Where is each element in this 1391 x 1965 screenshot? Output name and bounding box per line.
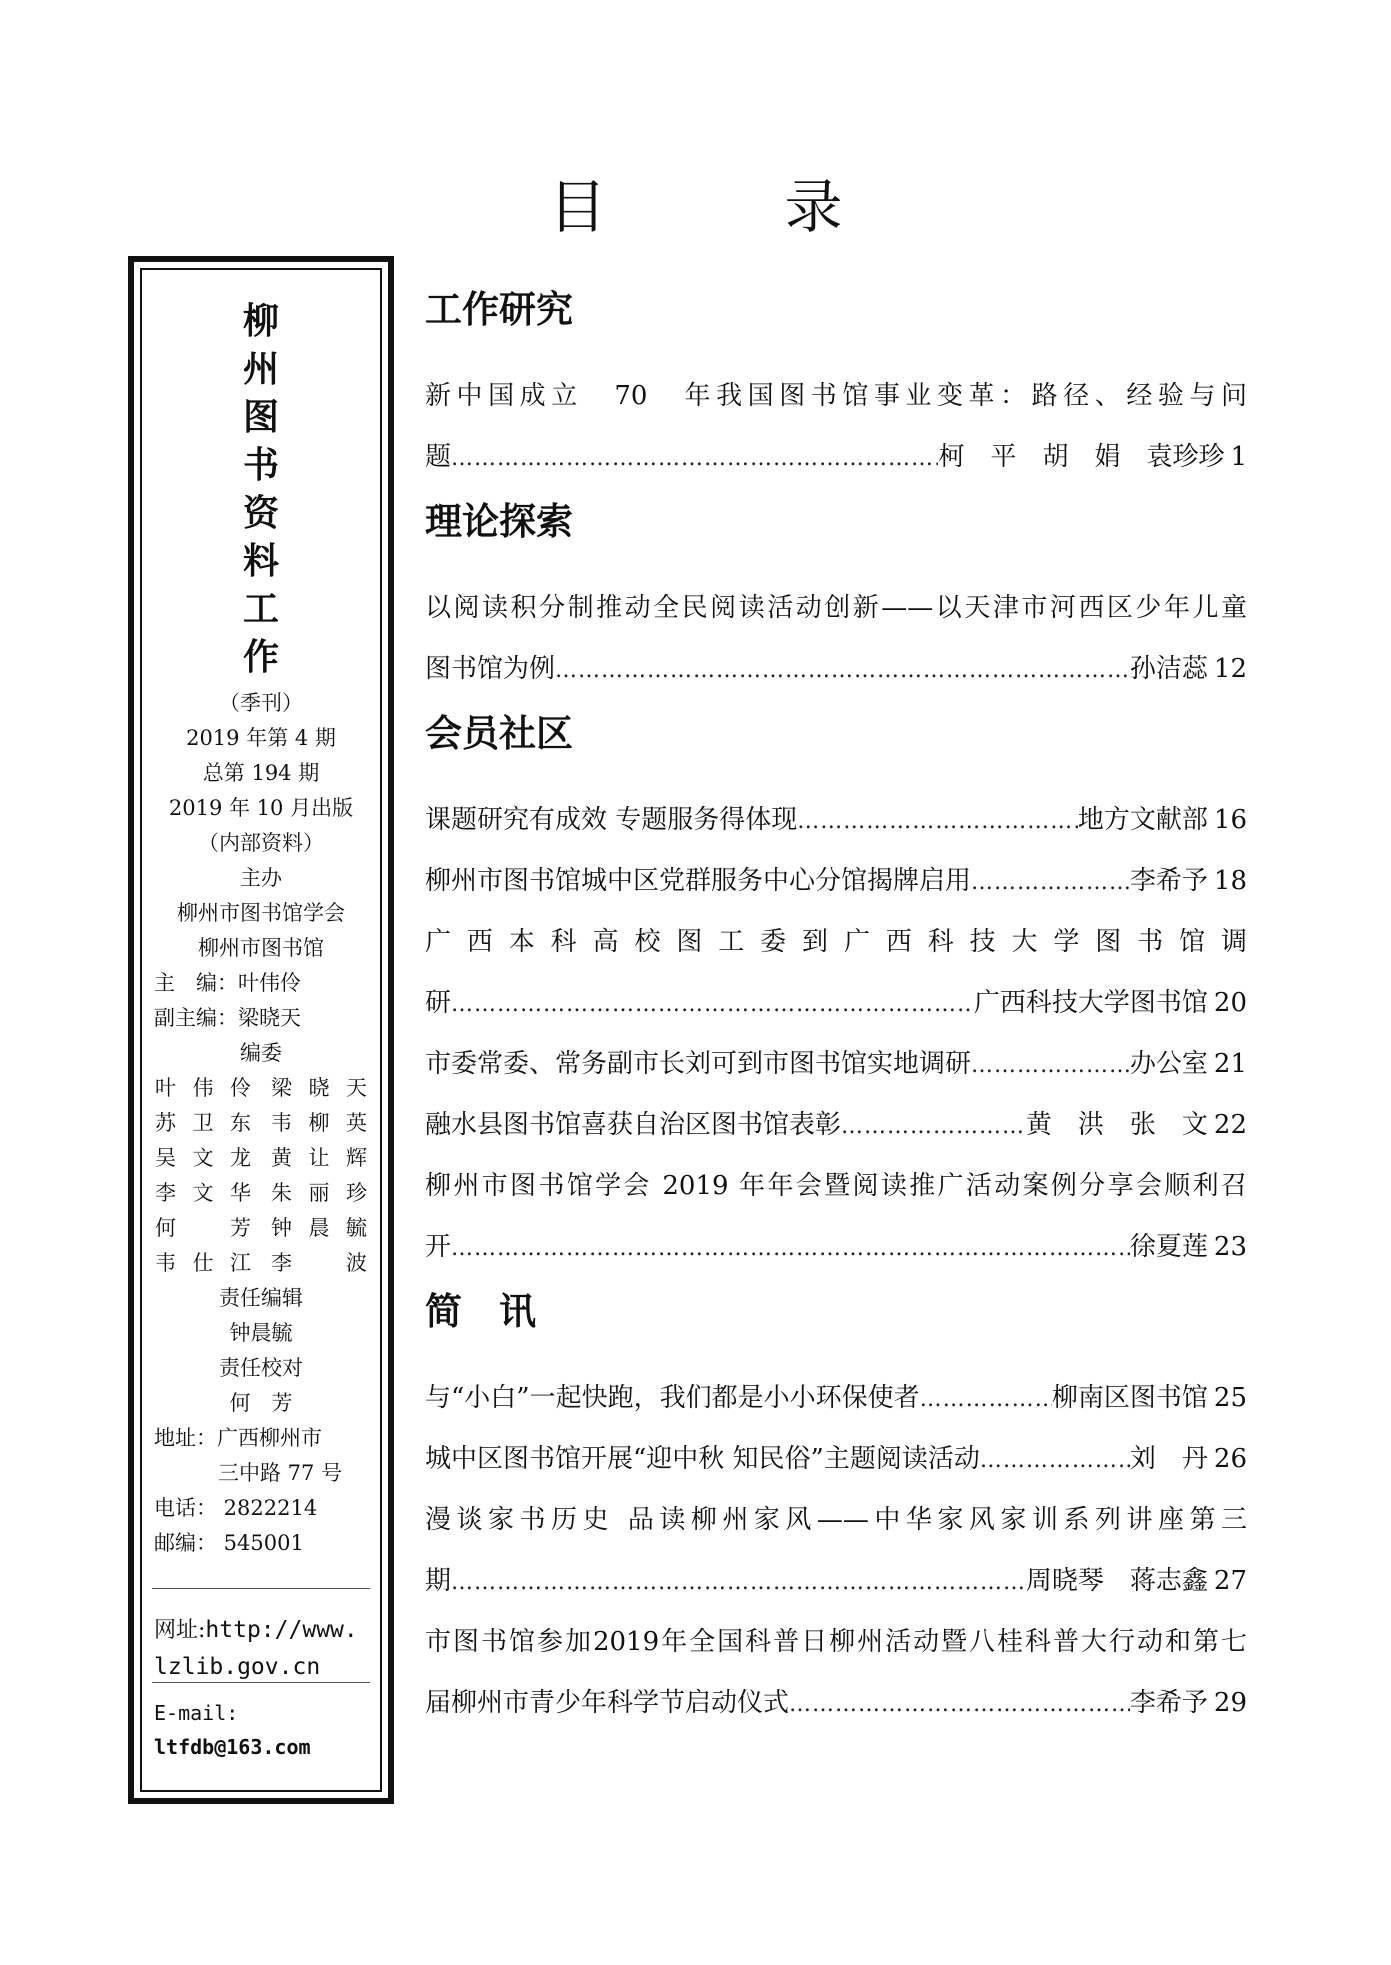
email xyxy=(154,1696,311,1764)
toc-entry[interactable] xyxy=(425,1429,1247,1490)
entry-title: 市委常委、常务副市长刘可到市图书馆实地调研 xyxy=(425,1049,972,1079)
sponsor: 柳州市图书馆学会 xyxy=(177,901,345,925)
section-heading: 工作研究 xyxy=(425,288,573,331)
committee-member: 李文华 xyxy=(155,1181,251,1205)
committee-member: 黄让辉 xyxy=(271,1146,367,1170)
committee-row xyxy=(142,1246,380,1281)
section-heading: 理论探索 xyxy=(425,500,573,543)
entry-title-line: 漫谈家书历史 品读柳州家风——中华家风家训系列讲座第三 xyxy=(425,1505,1247,1535)
toc-entry[interactable] xyxy=(425,912,1247,1034)
entry-page: 16 xyxy=(1213,805,1247,835)
address-line-2: 三中路 77 号 xyxy=(218,1461,343,1485)
committee-member: 叶伟伶 xyxy=(155,1076,251,1100)
journal-title-char: 图 xyxy=(242,397,279,438)
section-heading: 会员社区 xyxy=(425,712,573,755)
leader-dots xyxy=(451,974,974,1035)
journal-title-char: 资 xyxy=(242,493,279,534)
chief-editor: 主 编：叶伟伶 xyxy=(154,971,301,995)
journal-title-char: 州 xyxy=(242,349,279,390)
leader-dots xyxy=(789,1674,1130,1735)
entry-page: 21 xyxy=(1213,1049,1247,1079)
entry-author: 地方文献部 xyxy=(1077,805,1208,835)
entry-page: 29 xyxy=(1213,1688,1247,1718)
page-title: 目 录 xyxy=(548,173,903,241)
sponsor: 柳州市图书馆 xyxy=(198,936,324,960)
website-url-cont[interactable]: lzlib.gov.cn xyxy=(154,1654,321,1680)
entry-page: 18 xyxy=(1213,866,1247,896)
entry-title-line: 广西本科高校图工委到广西科技大学图书馆调 xyxy=(425,927,1247,957)
entry-author: 柯 平 胡 娟 袁珍珍 xyxy=(938,442,1225,472)
journal-title-char: 料 xyxy=(242,541,279,582)
leader-dots xyxy=(980,1430,1130,1491)
divider xyxy=(152,1682,370,1683)
leader-dots xyxy=(841,1096,1026,1157)
entry-title-line: 新中国成立 70 年我国图书馆事业变革：路径、经验与问 xyxy=(425,381,1247,411)
committee-label: 编委 xyxy=(240,1041,282,1065)
toc-entry[interactable] xyxy=(425,1368,1247,1429)
email-address[interactable]: ltfdb@163.com xyxy=(154,1735,311,1759)
entry-page: 22 xyxy=(1213,1110,1247,1140)
entry-title: 研 xyxy=(425,988,452,1018)
committee-member: 梁晓天 xyxy=(271,1076,367,1100)
journal-title xyxy=(142,298,380,682)
entry-title: 融水县图书馆喜获自治区图书馆表彰 xyxy=(425,1110,842,1140)
divider xyxy=(152,1588,370,1589)
website-label: 网址: xyxy=(154,1618,206,1643)
toc-entry[interactable] xyxy=(425,1095,1247,1156)
entry-title: 课题研究有成效 专题服务得体现 xyxy=(425,805,798,835)
toc-entry[interactable] xyxy=(425,1034,1247,1095)
toc-entry[interactable] xyxy=(425,578,1247,700)
entry-page: 23 xyxy=(1213,1232,1247,1262)
committee-member: 何 芳 xyxy=(155,1216,251,1240)
leader-dots xyxy=(920,1369,1052,1430)
toc-entry[interactable] xyxy=(425,1490,1247,1612)
entry-title: 题 xyxy=(425,442,452,472)
committee-member: 李 波 xyxy=(271,1251,367,1275)
committee-member: 苏卫东 xyxy=(155,1111,251,1135)
journal-title-char: 柳 xyxy=(242,301,279,342)
website-url[interactable]: http://www. xyxy=(205,1617,358,1643)
frequency: （季刊） xyxy=(219,691,303,715)
sponsor-label: 主办 xyxy=(240,866,282,890)
toc-entry[interactable] xyxy=(425,1612,1247,1734)
committee-row xyxy=(142,1176,380,1211)
leader-dots xyxy=(797,791,1078,852)
website xyxy=(154,1612,358,1685)
committee-row xyxy=(142,1071,380,1106)
issue-number: 2019 年第 4 期 xyxy=(186,726,336,750)
entry-author: 刘 丹 xyxy=(1129,1444,1208,1474)
internal-note: （内部资料） xyxy=(198,831,324,855)
entry-title: 城中区图书馆开展“迎中秋 知民俗”主题阅读活动 xyxy=(425,1444,980,1474)
entry-title: 期 xyxy=(425,1566,452,1596)
entry-author: 徐夏莲 xyxy=(1129,1232,1208,1262)
masthead-details xyxy=(142,686,380,1561)
committee-member: 吴文龙 xyxy=(155,1146,251,1170)
publish-date: 2019 年 10 月出版 xyxy=(168,796,354,820)
journal-title-char: 工 xyxy=(242,589,279,630)
toc-entry[interactable] xyxy=(425,851,1247,912)
entry-author: 广西科技大学图书馆 xyxy=(973,988,1208,1018)
toc-entry[interactable] xyxy=(425,366,1247,488)
committee-member: 韦柳英 xyxy=(271,1111,367,1135)
entry-title-line: 柳州市图书馆学会 2019 年年会暨阅读推广活动案例分享会顺利召 xyxy=(425,1171,1247,1201)
entry-author: 黄 洪 张 文 xyxy=(1025,1110,1208,1140)
leader-dots xyxy=(971,1035,1130,1096)
entry-page: 25 xyxy=(1213,1383,1247,1413)
entry-title: 届柳州市青少年科学节启动仪式 xyxy=(425,1688,790,1718)
entry-title-line: 以阅读积分制推动全民阅读活动创新——以天津市河西区少年儿童 xyxy=(425,593,1247,623)
address: 地址：广西柳州市 xyxy=(154,1426,322,1450)
entry-author: 办公室 xyxy=(1129,1049,1208,1079)
entry-page: 27 xyxy=(1213,1566,1247,1596)
leader-dots xyxy=(971,852,1130,913)
journal-title-char: 作 xyxy=(242,637,279,678)
responsible-editor-label: 责任编辑 xyxy=(219,1286,303,1310)
leader-dots xyxy=(451,428,938,489)
section-heading: 简 讯 xyxy=(425,1290,536,1333)
entry-title: 图书馆为例 xyxy=(425,654,556,684)
committee-member: 钟晨毓 xyxy=(271,1216,367,1240)
responsible-editor: 钟晨毓 xyxy=(229,1321,293,1345)
entry-title: 柳州市图书馆城中区党群服务中心分馆揭牌启用 xyxy=(425,866,972,896)
entry-author: 孙洁蕊 xyxy=(1129,654,1208,684)
entry-author: 柳南区图书馆 xyxy=(1051,1383,1208,1413)
committee-member: 朱丽珍 xyxy=(271,1181,367,1205)
entry-author: 李希予 xyxy=(1129,1688,1208,1718)
entry-page: 26 xyxy=(1213,1444,1247,1474)
entry-page: 20 xyxy=(1213,988,1247,1018)
phone: 电话： 2822214 xyxy=(154,1496,318,1520)
postcode: 邮编： 545001 xyxy=(154,1531,304,1555)
table-of-contents xyxy=(425,280,1247,1734)
leader-dots xyxy=(555,640,1130,701)
entry-title: 与“小白”一起快跑，我们都是小小环保使者 xyxy=(425,1383,920,1413)
entry-page: 12 xyxy=(1213,654,1247,684)
leader-dots xyxy=(451,1218,1130,1279)
total-issue: 总第 194 期 xyxy=(202,761,320,785)
masthead-box xyxy=(128,256,394,1804)
leader-dots xyxy=(451,1552,1026,1613)
entry-title-line: 市图书馆参加2019年全国科普日柳州活动暨八桂科普大行动和第七 xyxy=(425,1627,1247,1657)
entry-title: 开 xyxy=(425,1232,452,1262)
masthead-inner-border xyxy=(140,268,382,1792)
proofreader: 何 芳 xyxy=(229,1391,293,1415)
toc-entry[interactable] xyxy=(425,1156,1247,1278)
entry-author: 周晓琴 蒋志鑫 xyxy=(1025,1566,1208,1596)
deputy-editor: 副主编：梁晓天 xyxy=(154,1006,301,1030)
toc-entry[interactable] xyxy=(425,790,1247,851)
entry-author: 李希予 xyxy=(1129,866,1208,896)
committee-member: 韦仕江 xyxy=(155,1251,251,1275)
proofreader-label: 责任校对 xyxy=(219,1356,303,1380)
committee-row xyxy=(142,1106,380,1141)
journal-title-char: 书 xyxy=(242,445,279,486)
committee-row xyxy=(142,1211,380,1246)
email-label: E-mail: xyxy=(154,1701,239,1725)
committee-row xyxy=(142,1141,380,1176)
entry-page: 1 xyxy=(1230,442,1247,472)
